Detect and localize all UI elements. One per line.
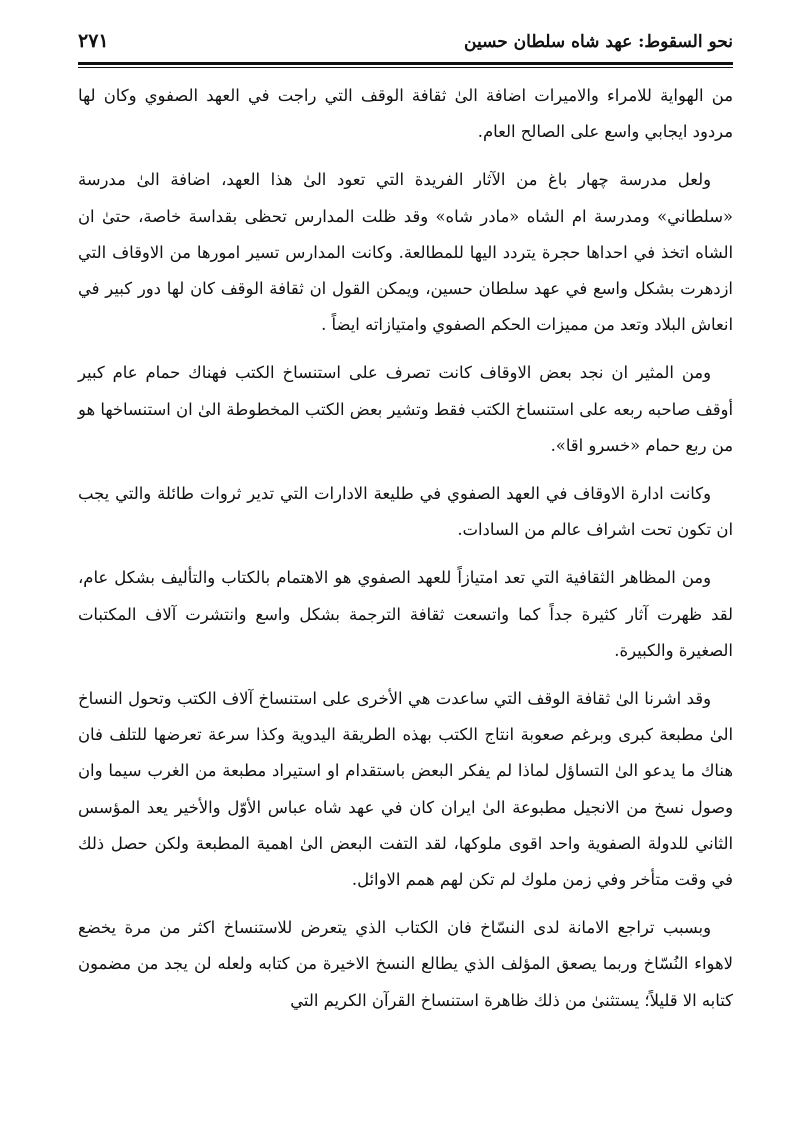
paragraph: وقد اشرنا الىٰ ثقافة الوقف التي ساعدت هي الأخرى على استنساخ آلاف الكتب وتحول النساخ الىٰ مطبعة كبرى وبرغم صعوبة انتاج الكتب بهذه الطريقة اليدوية وكذا سرعة تعرضها للتلف فان هناك ما يدعو الىٰ التساؤل لماذا لم يفكر البعض باستقدام او استيراد مطبعة من الغرب سيما وان وصول نسخ من الانجيل مطبوعة الىٰ ايران كان في عهد شاه عباس الأوّل والأخير يعد المؤسس الثاني للدولة الصفوية واحد اقوى ملوكها، لقد التفت البعض الىٰ اهمية المطبعة ولكن حصل ذلك في وقت متأخر وفي زمن ملوك لم تكن لهم همم الاوائل. [78,689,733,890]
paragraph: من الهواية للامراء والاميرات اضافة الىٰ ثقافة الوقف التي راجت في العهد الصفوي وكان لها مردود ايجابي واسع على الصالح العام. [78,86,733,142]
paragraph: وبسبب تراجع الامانة لدى النسّاخ فان الكتاب الذي يتعرض للاستنساخ اكثر من مرة يخضع لاهواء النُسّاخ وربما يصعق المؤلف الذي يطالع النسخ الاخيرة من كتابه ولعله لن يجد من مضمون كتابه الا قليلاً؛ يستثنىٰ من ذلك ظاهرة استنساخ القرآن الكريم التي [78,918,733,1010]
body-text [78,78,733,1019]
book-page [78,30,733,1031]
paragraph: وكانت ادارة الاوقاف في العهد الصفوي في طليعة الادارات التي تدير ثروات طائلة والتي يجب ان تكون تحت اشراف عالم من السادات. [78,484,733,540]
paragraph: ومن المثير ان نجد بعض الاوقاف كانت تصرف على استنساخ الكتب فهناك حمام عام كبير أوقف صاحبه ربعه على استنساخ الكتب فقط وتشير بعض الكتب المخطوطة الىٰ ان استنساخها هو من ربع حمام «خسرو اقا». [78,363,733,455]
header-rule-thick [78,62,733,65]
running-header [78,30,733,58]
header-rule-thin [78,67,733,68]
chapter-title: نحو السقوط: عهد شاه سلطان حسين [464,32,733,52]
page-number: ٢٧١ [78,30,109,52]
paragraph: ولعل مدرسة چهار باغ من الآثار الفريدة التي تعود الىٰ هذا العهد، اضافة الىٰ مدرسة «سلطاني» ومدرسة ام الشاه «مادر شاه» وقد ظلت المدارس تحظى بقداسة خاصة، حتىٰ ان الشاه اتخذ في احداها حجرة يتردد اليها للمطالعة. وكانت المدارس تسير امورها من الاوقاف التي ازدهرت بشكل واسع في عهد سلطان حسين، ويمكن القول ان ثقافة الوقف كان لها دور كبير في انعاش البلاد وتعد من مميزات الحكم الصفوي وامتيازاته ايضاً . [78,170,733,335]
paragraph: ومن المظاهر الثقافية التي تعد امتيازاً للعهد الصفوي هو الاهتمام بالكتاب والتأليف بشكل عام، لقد ظهرت آثار كثيرة جداً كما واتسعت ثقافة الترجمة بشكل واسع وانتشرت آلاف المكتبات الصغيرة والكبيرة. [78,568,733,660]
